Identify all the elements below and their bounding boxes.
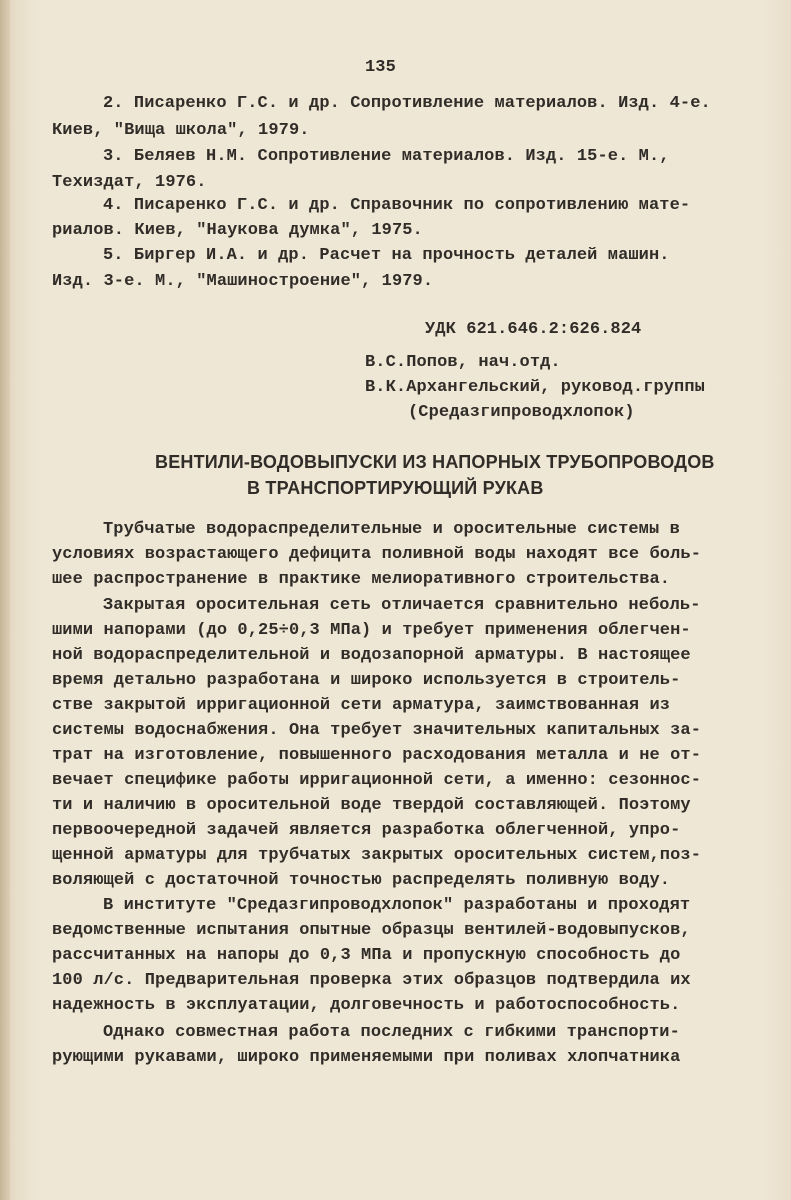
reference-3-line-1: 3. Беляев Н.М. Сопротивление материалов. Изд. 15-е. М., — [103, 147, 670, 166]
body-line-12: ти и наличию в оросительной воде твердой составляющей. Поэтому — [52, 796, 691, 815]
reference-5-line-2: Изд. 3-е. М., "Машиностроение", 1979. — [52, 272, 434, 291]
body-line-3: шее распространение в практике мелиоративного строительства. — [52, 570, 671, 589]
body-line-14: щенной арматуры для трубчатых закрытых оросительных систем,поз- — [52, 846, 702, 865]
author-1: В.С.Попов, нач.отд. — [365, 353, 561, 372]
body-line-8: стве закрытой ирригационной сети арматура, заимствованная из — [52, 696, 671, 715]
author-affiliation: (Средазгипроводхлопок) — [408, 403, 635, 422]
reference-3-line-2: Техиздат, 1976. — [52, 173, 207, 192]
body-line-6: ной водораспределительной и водозапорной арматуры. В настоящее — [52, 646, 691, 665]
body-line-21: Однако совместная работа последних с гибкими транспорти- — [103, 1023, 680, 1042]
author-2: В.К.Архангельский, руковод.группы — [365, 378, 705, 397]
body-line-22: рующими рукавами, широко применяемыми при поливах хлопчатника — [52, 1048, 681, 1067]
reference-5-line-1: 5. Биргер И.А. и др. Расчет на прочность деталей машин. — [103, 246, 670, 265]
reference-2-line-2: Киев, "Вища школа", 1979. — [52, 121, 310, 140]
page-binding-edge — [0, 0, 10, 1200]
body-line-5: шими напорами (до 0,25÷0,3 МПа) и требует применения облегчен- — [52, 621, 691, 640]
body-line-9: системы водоснабжения. Она требует значительных капитальных за- — [52, 721, 702, 740]
body-line-15: воляющей с достаточной точностью распределять поливную воду. — [52, 871, 671, 890]
reference-2-line-1: 2. Писаренко Г.С. и др. Сопротивление материалов. Изд. 4-е. — [103, 94, 711, 113]
body-line-11: вечает специфике работы ирригационной сети, а именно: сезоннос- — [52, 771, 702, 790]
body-line-17: ведомственные испытания опытные образцы вентилей-водовыпусков, — [52, 921, 691, 940]
body-line-20: надежность в эксплуатации, долговечность и работоспособность. — [52, 996, 681, 1015]
reference-4-line-2: риалов. Киев, "Наукова думка", 1975. — [52, 221, 423, 240]
body-line-18: рассчитанных на напоры до 0,3 МПа и пропускную способность до — [52, 946, 681, 965]
body-line-16: В институте "Средазгипроводхлопок" разработаны и проходят — [103, 896, 691, 915]
article-title-line-2: В ТРАНСПОРТИРУЮЩИЙ РУКАВ — [247, 478, 544, 498]
reference-4-line-1: 4. Писаренко Г.С. и др. Справочник по сопротивлению мате- — [103, 196, 691, 215]
body-line-1: Трубчатые водораспределительные и оросительные системы в — [103, 520, 680, 539]
body-line-10: трат на изготовление, повышенного расходования металла и не от- — [52, 746, 702, 765]
body-line-13: первоочередной задачей является разработка облегченной, упро- — [52, 821, 681, 840]
body-line-7: время детально разработана и широко используется в строитель- — [52, 671, 681, 690]
udk-code: УДК 621.646.2:626.824 — [425, 320, 642, 339]
page-number: 135 — [365, 58, 396, 77]
article-title-line-1: ВЕНТИЛИ-ВОДОВЫПУСКИ ИЗ НАПОРНЫХ ТРУБОПРОВОДОВ — [155, 452, 715, 472]
body-line-4: Закрытая оросительная сеть отличается сравнительно неболь- — [103, 596, 701, 615]
body-line-2: условиях возрастающего дефицита поливной воды находят все боль- — [52, 545, 702, 564]
body-line-19: 100 л/с. Предварительная проверка этих образцов подтвердила их — [52, 971, 691, 990]
